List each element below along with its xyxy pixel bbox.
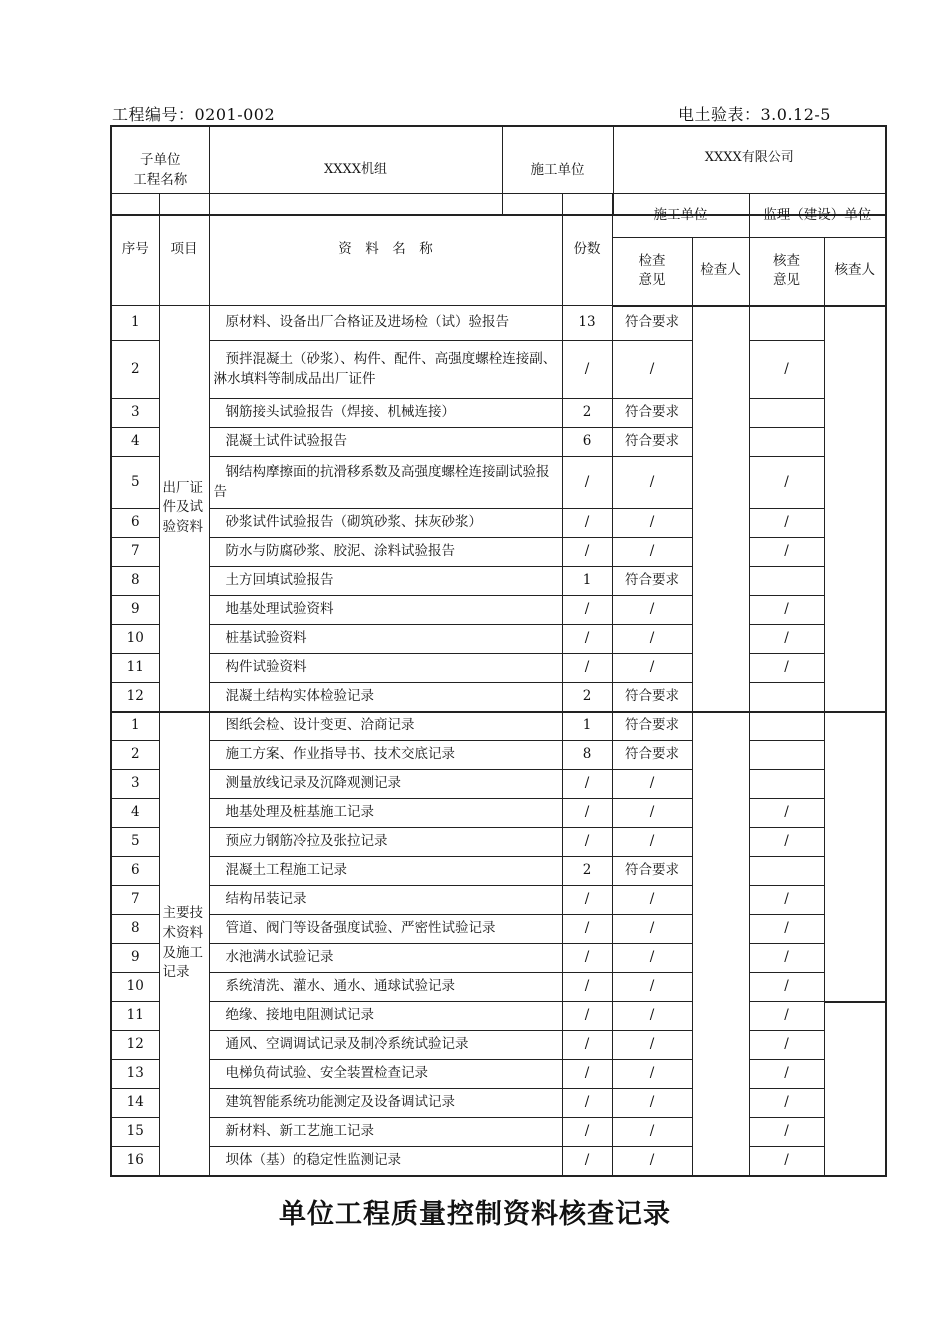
row-verify-opinion: / xyxy=(749,828,824,857)
row-count: 2 xyxy=(562,683,612,712)
row-seq: 12 xyxy=(111,683,159,712)
row-check-opinion: / xyxy=(612,1147,692,1176)
row-verify-opinion: / xyxy=(749,799,824,828)
row-count: / xyxy=(562,973,612,1002)
row-verify-opinion xyxy=(749,567,824,596)
verifier-cell xyxy=(824,1002,886,1176)
table-row xyxy=(111,567,886,596)
table-row xyxy=(111,1031,886,1060)
row-name: 水池满水试验记录 xyxy=(209,944,562,973)
row-count: / xyxy=(562,915,612,944)
row-seq: 7 xyxy=(111,538,159,567)
row-seq: 11 xyxy=(111,654,159,683)
row-check-opinion: / xyxy=(612,828,692,857)
row-seq: 5 xyxy=(111,828,159,857)
form-number: 电土验表：3.0.12-5 xyxy=(678,105,831,124)
row-seq: 3 xyxy=(111,399,159,428)
verifier-cell xyxy=(824,306,886,712)
row-count: / xyxy=(562,341,612,399)
row-name: 测量放线记录及沉降观测记录 xyxy=(209,770,562,799)
row-seq: 5 xyxy=(111,457,159,509)
col-construction-unit: 施工单位 xyxy=(612,194,749,238)
row-seq: 2 xyxy=(111,341,159,399)
row-seq: 12 xyxy=(111,1031,159,1060)
row-name: 土方回填试验报告 xyxy=(209,567,562,596)
row-name: 混凝土试件试验报告 xyxy=(209,428,562,457)
row-count: / xyxy=(562,457,612,509)
table-row xyxy=(111,886,886,915)
table-row xyxy=(111,770,886,799)
table-row xyxy=(111,1089,886,1118)
table-row xyxy=(111,509,886,538)
row-name: 建筑智能系统功能测定及设备调试记录 xyxy=(209,1089,562,1118)
table-row xyxy=(111,857,886,886)
table-row xyxy=(111,973,886,1002)
row-verify-opinion: / xyxy=(749,457,824,509)
row-seq: 10 xyxy=(111,625,159,654)
row-name: 施工方案、作业指导书、技术交底记录 xyxy=(209,741,562,770)
row-check-opinion: / xyxy=(612,1118,692,1147)
row-check-opinion: / xyxy=(612,625,692,654)
row-check-opinion: / xyxy=(612,1031,692,1060)
construction-unit-label: 施工单位 xyxy=(502,126,613,215)
row-check-opinion: 符合要求 xyxy=(612,741,692,770)
project-number: 工程编号：0201-002 xyxy=(112,105,276,124)
row-verify-opinion: / xyxy=(749,596,824,625)
row-check-opinion: / xyxy=(612,538,692,567)
row-name: 通风、空调调试记录及制冷系统试验记录 xyxy=(209,1031,562,1060)
row-check-opinion: / xyxy=(612,341,692,399)
row-verify-opinion: / xyxy=(749,886,824,915)
row-check-opinion: / xyxy=(612,1060,692,1089)
row-name: 防水与防腐砂浆、胶泥、涂料试验报告 xyxy=(209,538,562,567)
table-row xyxy=(111,654,886,683)
col-checker: 检查人 xyxy=(692,238,749,306)
row-name: 坝体（基）的稳定性监测记录 xyxy=(209,1147,562,1176)
col-seq: 序号 xyxy=(111,194,159,306)
row-seq: 14 xyxy=(111,1089,159,1118)
row-name: 混凝土工程施工记录 xyxy=(209,857,562,886)
row-seq: 7 xyxy=(111,886,159,915)
row-verify-opinion: / xyxy=(749,915,824,944)
row-check-opinion: / xyxy=(612,770,692,799)
col-verifier: 核查人 xyxy=(824,238,886,306)
col-item: 项目 xyxy=(159,194,209,306)
row-check-opinion: / xyxy=(612,654,692,683)
row-check-opinion: / xyxy=(612,973,692,1002)
checklist-table xyxy=(110,193,887,1177)
row-verify-opinion xyxy=(749,712,824,741)
row-count: / xyxy=(562,944,612,973)
row-verify-opinion: / xyxy=(749,1118,824,1147)
row-verify-opinion xyxy=(749,428,824,457)
row-count: / xyxy=(562,770,612,799)
row-check-opinion: / xyxy=(612,886,692,915)
row-count: / xyxy=(562,1147,612,1176)
col-verify-opinion: 核查 意见 xyxy=(749,238,824,306)
row-name: 图纸会检、设计变更、洽商记录 xyxy=(209,712,562,741)
sub-unit-label: 子单位 工程名称 xyxy=(111,126,209,215)
row-count: / xyxy=(562,886,612,915)
col-count: 份数 xyxy=(562,194,612,306)
row-verify-opinion: / xyxy=(749,1060,824,1089)
row-verify-opinion: / xyxy=(749,1147,824,1176)
row-count: 2 xyxy=(562,399,612,428)
row-count: / xyxy=(562,1002,612,1031)
row-count: / xyxy=(562,538,612,567)
row-seq: 6 xyxy=(111,857,159,886)
group-label: 主要技术资料及施工记录 xyxy=(159,712,209,1176)
table-row xyxy=(111,915,886,944)
row-check-opinion: / xyxy=(612,799,692,828)
row-count: / xyxy=(562,509,612,538)
row-check-opinion: / xyxy=(612,596,692,625)
row-check-opinion: 符合要求 xyxy=(612,857,692,886)
col-supervision-unit: 监理（建设）单位 xyxy=(749,194,886,238)
row-count: / xyxy=(562,596,612,625)
row-count: 6 xyxy=(562,428,612,457)
row-count: 13 xyxy=(562,306,612,341)
table-row xyxy=(111,1147,886,1176)
row-name: 钢筋接头试验报告（焊接、机械连接） xyxy=(209,399,562,428)
row-name: 地基处理试验资料 xyxy=(209,596,562,625)
construction-unit-name: XXXX有限公司 xyxy=(613,126,886,215)
page-title: 单位工程质量控制资料核查记录 xyxy=(279,1199,671,1230)
row-verify-opinion: / xyxy=(749,654,824,683)
table-row xyxy=(111,799,886,828)
row-name: 预应力钢筋冷拉及张拉记录 xyxy=(209,828,562,857)
row-seq: 2 xyxy=(111,741,159,770)
table-row xyxy=(111,625,886,654)
table-row xyxy=(111,306,886,341)
row-count: 2 xyxy=(562,857,612,886)
row-check-opinion: 符合要求 xyxy=(612,399,692,428)
row-check-opinion: 符合要求 xyxy=(612,428,692,457)
row-name: 砂浆试件试验报告（砌筑砂浆、抹灰砂浆） xyxy=(209,509,562,538)
row-verify-opinion xyxy=(749,399,824,428)
row-check-opinion: / xyxy=(612,457,692,509)
col-check-opinion: 检查 意见 xyxy=(612,238,692,306)
row-count: / xyxy=(562,828,612,857)
row-verify-opinion: / xyxy=(749,625,824,654)
row-name: 绝缘、接地电阻测试记录 xyxy=(209,1002,562,1031)
row-seq: 6 xyxy=(111,509,159,538)
row-name: 桩基试验资料 xyxy=(209,625,562,654)
table-row xyxy=(111,683,886,712)
row-verify-opinion xyxy=(749,741,824,770)
row-seq: 16 xyxy=(111,1147,159,1176)
row-verify-opinion xyxy=(749,770,824,799)
row-seq: 9 xyxy=(111,596,159,625)
checker-cell xyxy=(692,712,749,1176)
row-verify-opinion: / xyxy=(749,1031,824,1060)
table-row xyxy=(111,1002,886,1031)
row-count: 8 xyxy=(562,741,612,770)
row-seq: 9 xyxy=(111,944,159,973)
row-seq: 8 xyxy=(111,567,159,596)
table-row xyxy=(111,428,886,457)
row-count: / xyxy=(562,1118,612,1147)
row-check-opinion: 符合要求 xyxy=(612,306,692,341)
table-row xyxy=(111,1118,886,1147)
row-name: 构件试验资料 xyxy=(209,654,562,683)
row-seq: 11 xyxy=(111,1002,159,1031)
row-verify-opinion xyxy=(749,857,824,886)
sub-unit-name: XXXX机组 xyxy=(209,126,502,215)
row-name: 预拌混凝土（砂浆）、构件、配件、高强度螺栓连接副、淋水填料等制成品出厂证件 xyxy=(209,341,562,399)
row-count: / xyxy=(562,799,612,828)
checker-cell xyxy=(692,306,749,712)
row-check-opinion: 符合要求 xyxy=(612,567,692,596)
row-verify-opinion xyxy=(749,306,824,341)
row-verify-opinion xyxy=(749,683,824,712)
table-row xyxy=(111,741,886,770)
row-seq: 10 xyxy=(111,973,159,1002)
row-verify-opinion: / xyxy=(749,944,824,973)
row-verify-opinion: / xyxy=(749,973,824,1002)
row-check-opinion: / xyxy=(612,915,692,944)
row-name: 地基处理及桩基施工记录 xyxy=(209,799,562,828)
row-seq: 13 xyxy=(111,1060,159,1089)
col-name: 资 料 名 称 xyxy=(209,194,562,306)
row-name: 新材料、新工艺施工记录 xyxy=(209,1118,562,1147)
row-check-opinion: / xyxy=(612,1089,692,1118)
row-check-opinion: 符合要求 xyxy=(612,683,692,712)
row-name: 混凝土结构实体检验记录 xyxy=(209,683,562,712)
row-count: 1 xyxy=(562,712,612,741)
table-row xyxy=(111,828,886,857)
group-label: 出厂证件及试验资料 xyxy=(159,306,209,712)
table-row xyxy=(111,596,886,625)
row-name: 原材料、设备出厂合格证及进场检（试）验报告 xyxy=(209,306,562,341)
row-count: / xyxy=(562,654,612,683)
table-row xyxy=(111,944,886,973)
row-seq: 8 xyxy=(111,915,159,944)
table-row xyxy=(111,457,886,509)
verifier-cell xyxy=(824,712,886,1002)
row-seq: 15 xyxy=(111,1118,159,1147)
row-count: / xyxy=(562,1089,612,1118)
row-verify-opinion: / xyxy=(749,1089,824,1118)
table-row xyxy=(111,341,886,399)
row-seq: 1 xyxy=(111,306,159,341)
row-verify-opinion: / xyxy=(749,341,824,399)
row-count: / xyxy=(562,1060,612,1089)
table-row xyxy=(111,712,886,741)
row-name: 系统清洗、灌水、通水、通球试验记录 xyxy=(209,973,562,1002)
row-name: 电梯负荷试验、安全装置检查记录 xyxy=(209,1060,562,1089)
row-name: 结构吊装记录 xyxy=(209,886,562,915)
row-seq: 4 xyxy=(111,428,159,457)
row-check-opinion: 符合要求 xyxy=(612,712,692,741)
row-count: / xyxy=(562,625,612,654)
row-verify-opinion: / xyxy=(749,509,824,538)
row-verify-opinion: / xyxy=(749,1002,824,1031)
row-name: 钢结构摩擦面的抗滑移系数及高强度螺栓连接副试验报告 xyxy=(209,457,562,509)
row-name: 管道、阀门等设备强度试验、严密性试验记录 xyxy=(209,915,562,944)
row-verify-opinion: / xyxy=(749,538,824,567)
row-check-opinion: / xyxy=(612,509,692,538)
row-check-opinion: / xyxy=(612,1002,692,1031)
row-count: 1 xyxy=(562,567,612,596)
table-row xyxy=(111,399,886,428)
row-seq: 1 xyxy=(111,712,159,741)
row-seq: 4 xyxy=(111,799,159,828)
row-check-opinion: / xyxy=(612,944,692,973)
table-row xyxy=(111,1060,886,1089)
row-count: / xyxy=(562,1031,612,1060)
table-row xyxy=(111,538,886,567)
row-seq: 3 xyxy=(111,770,159,799)
